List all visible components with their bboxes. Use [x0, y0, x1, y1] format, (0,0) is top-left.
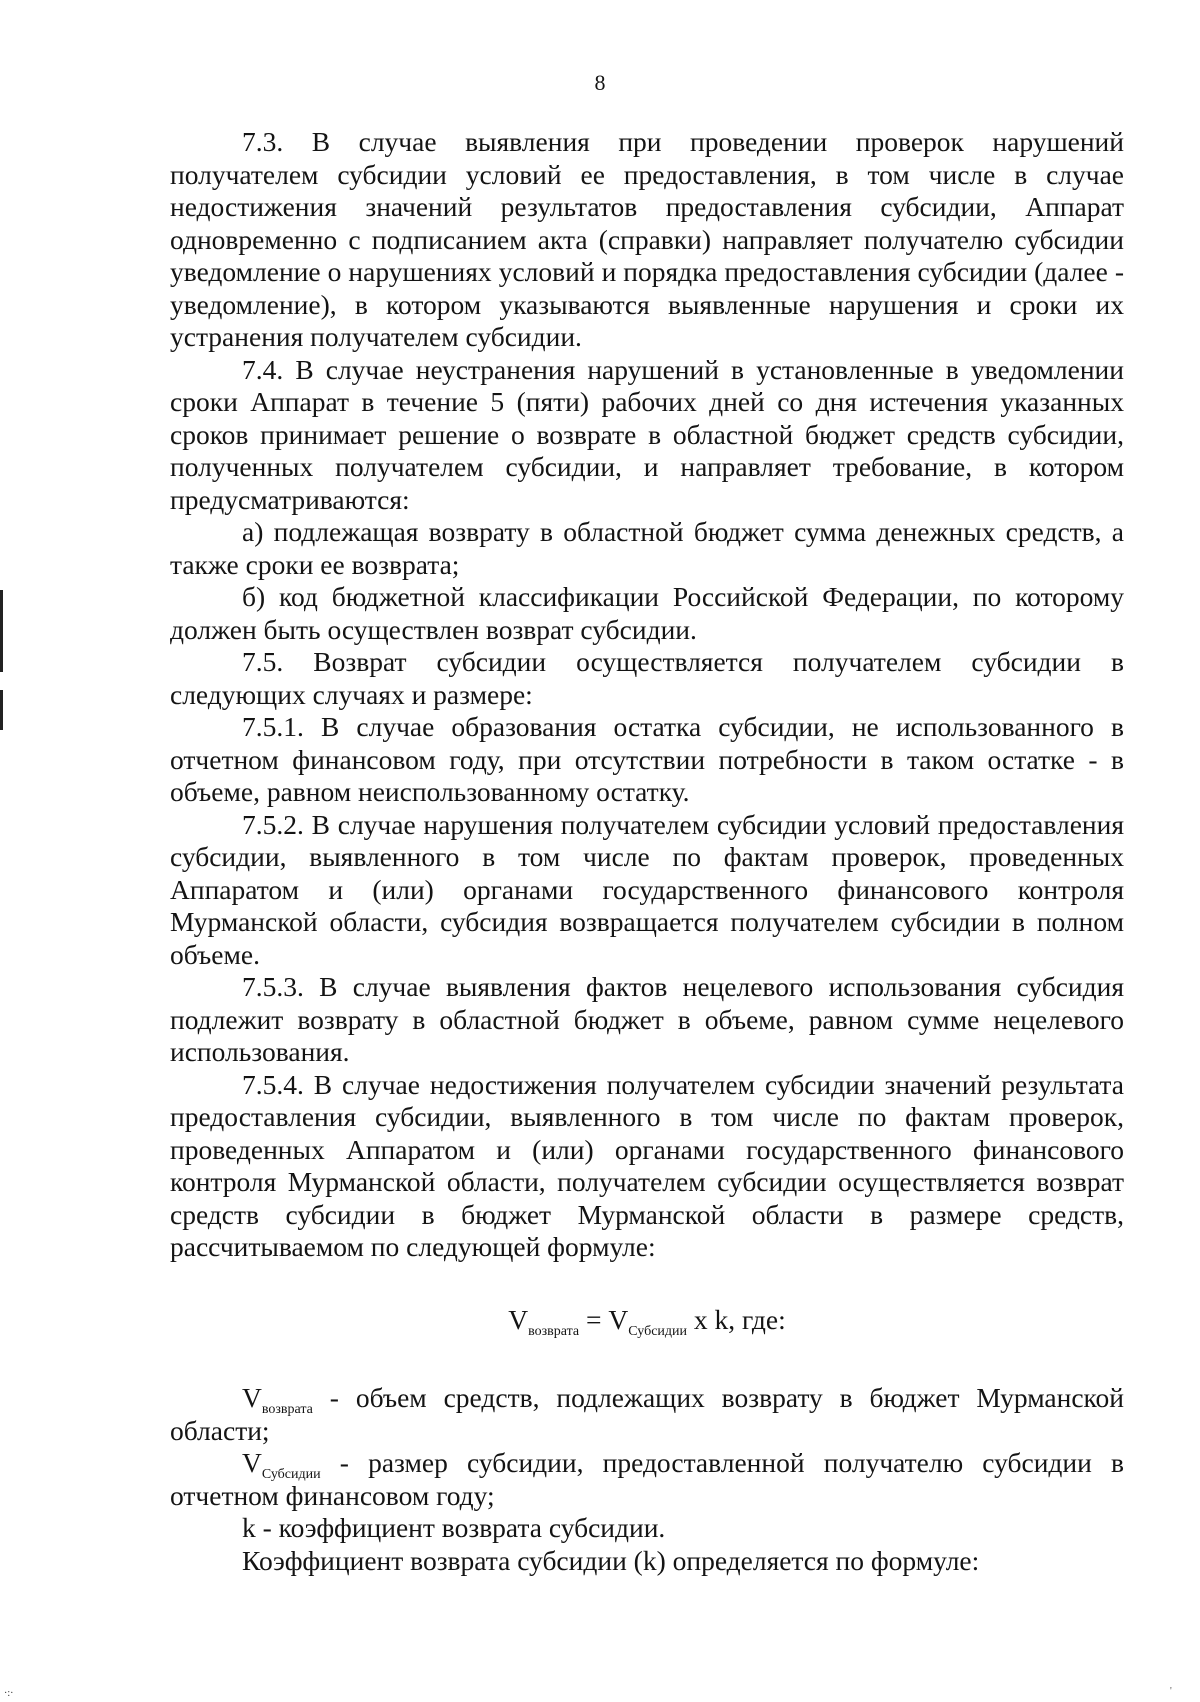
- paragraph-7-5-4: 7.5.4. В случае недостижения получателем субсидии значений результата предоставления субсидии, выявленного в том числе по фактам проверок, проведенных Аппаратом и (или) органами государственного финансового контроля Мурманской области, получателем субсидии осуществляется возврат средств субсидии в бюджет Мурманской области в размере средств, рассчитываемом по следующей формуле:: [170, 1068, 1124, 1262]
- paragraph-7-3: 7.3. В случае выявления при проведении проверок нарушений получателем субсидии условий ее предоставления, в том числе в случае недостижения значений результатов предоставления субсидии, Аппарат одновременно с подписанием акта (справки) направляет получателю субсидии уведомление о нарушениях условий и порядка предоставления субсидии (далее - уведомление), в котором указываются выявленные нарушения и сроки их устранения получателем субсидии.: [170, 126, 1124, 352]
- formula-sub-subsidy: Субсидии: [261, 1467, 321, 1482]
- return-formula: [170, 1304, 1124, 1337]
- formula-sub-return: возврата: [528, 1323, 580, 1339]
- paragraph-7-5-2: 7.5.2. В случае нарушения получателем субсидии условий предоставления субсидии, выявленного в том числе по фактам проверок, проведенных Аппаратом и (или) органами государственного финансового контроля Мурманской области, субсидия возвращается получателем субсидии в полном объеме.: [170, 808, 1124, 970]
- paragraph-7-5: 7.5. Возврат субсидии осуществляется получателем субсидии в следующих случаях и размере:: [170, 646, 1124, 710]
- definition-k: k - коэффициент возврата субсидии.: [242, 1512, 666, 1543]
- definition-text: - размер субсидии, предоставленной получателю субсидии в отчетном финансовом году;: [170, 1447, 1124, 1511]
- scan-edge-mark: [0, 590, 3, 672]
- scan-edge-mark: [0, 690, 3, 730]
- document-body: [170, 126, 1124, 1577]
- formula-v: V: [242, 1447, 262, 1478]
- coefficient-intro: Коэффициент возврата субсидии (k) определяется по формуле:: [242, 1544, 980, 1576]
- formula-v: V: [508, 1303, 529, 1335]
- formula-sub-return: возврата: [261, 1402, 313, 1417]
- definition-text: - объем средств, подлежащих возврату в бюджет Мурманской области;: [170, 1382, 1124, 1446]
- formula-equals: =: [579, 1303, 609, 1335]
- paragraph-7-5-3: 7.5.3. В случае выявления фактов нецелевого использования субсидия подлежит возврату в областной бюджет в объеме, равном сумме нецелевого использования.: [170, 971, 1124, 1067]
- formula-sub-subsidy: Субсидии: [628, 1323, 688, 1339]
- formula-v: V: [608, 1303, 629, 1335]
- paragraph-7-4-b: б) код бюджетной классификации Российской Федерации, по которому должен быть осуществлен возврат субсидии.: [170, 581, 1124, 645]
- page-number: 8: [594, 70, 606, 95]
- paragraph-7-4-a: а) подлежащая возврату в областной бюджет сумма денежных средств, а также сроки ее возврата;: [170, 516, 1124, 580]
- paragraph-7-4: 7.4. В случае неустранения нарушений в установленные в уведомлении сроки Аппарат в течение 5 (пяти) рабочих дней со дня истечения указанных сроков принимает решение о возврате в областной бюджет средств субсидии, полученных получателем субсидии, и направляет требование, в котором предусматриваются:: [170, 353, 1124, 515]
- formula-v: V: [242, 1382, 262, 1413]
- definition-v-subsidy: [170, 1447, 1124, 1512]
- scan-artifact: ': [1170, 1686, 1172, 1697]
- paragraph-7-5-1: 7.5.1. В случае образования остатка субсидии, не использованного в отчетном финансовом году, при отсутствии потребности в таком остатке - в объеме, равном неиспользованному остатку.: [170, 711, 1124, 807]
- formula-tail: x k, где:: [687, 1303, 786, 1335]
- scan-artifact: ·:·: [4, 1688, 14, 1699]
- definition-v-return: [170, 1382, 1124, 1447]
